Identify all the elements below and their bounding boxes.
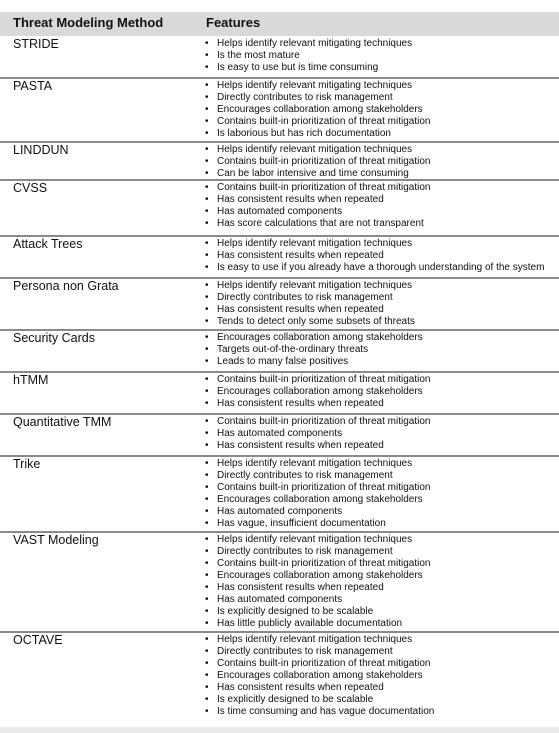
row-divider	[0, 141, 559, 143]
feature-item: • Has automated components	[205, 428, 430, 440]
feature-list	[205, 38, 412, 74]
row-divider	[0, 455, 559, 457]
feature-item: • Encourages collaboration among stakeholders	[205, 494, 430, 506]
feature-item: • Has automated components	[205, 594, 430, 606]
feature-item: • Contains built-in prioritization of threat mitigation	[205, 156, 430, 168]
feature-item: • Contains built-in prioritization of threat mitigation	[205, 374, 430, 386]
feature-item: • Has consistent results when repeated	[205, 194, 430, 206]
feature-item: • Has score calculations that are not transparent	[205, 218, 430, 230]
feature-item: • Encourages collaboration among stakeholders	[205, 570, 430, 582]
feature-item: • Helps identify relevant mitigation techniques	[205, 458, 430, 470]
feature-item: • Has vague, insufficient documentation	[205, 518, 430, 530]
method-name: CVSS	[13, 181, 48, 195]
method-name: Attack Trees	[13, 237, 83, 251]
row-divider	[0, 235, 559, 237]
feature-list	[205, 534, 430, 630]
feature-item: • Helps identify relevant mitigation techniques	[205, 634, 434, 646]
row-divider	[0, 77, 559, 79]
feature-item: • Has automated components	[205, 506, 430, 518]
feature-list	[205, 80, 430, 140]
row-divider	[0, 277, 559, 279]
feature-item: • Is laborious but has rich documentation	[205, 128, 430, 140]
feature-item: • Can be labor intensive and time consuming	[205, 168, 430, 180]
feature-item: • Contains built-in prioritization of threat mitigation	[205, 558, 430, 570]
method-name: Security Cards	[13, 331, 95, 345]
feature-item: • Helps identify relevant mitigation techniques	[205, 534, 430, 546]
feature-item: • Encourages collaboration among stakeholders	[205, 386, 430, 398]
method-name: LINDDUN	[13, 143, 69, 157]
method-name: Persona non Grata	[13, 279, 119, 293]
feature-item: • Helps identify relevant mitigation techniques	[205, 238, 544, 250]
feature-item: • Is easy to use if you already have a thorough understanding of the system	[205, 262, 544, 274]
row-divider	[0, 413, 559, 415]
feature-list	[205, 458, 430, 530]
method-name: hTMM	[13, 373, 49, 387]
feature-item: • Directly contributes to risk management	[205, 470, 430, 482]
feature-item: • Directly contributes to risk management	[205, 546, 430, 558]
feature-item: • Has automated components	[205, 206, 430, 218]
feature-item: • Has consistent results when repeated	[205, 304, 415, 316]
feature-item: • Contains built-in prioritization of threat mitigation	[205, 482, 430, 494]
feature-item: • Encourages collaboration among stakeholders	[205, 104, 430, 116]
feature-item: • Encourages collaboration among stakeholders	[205, 332, 423, 344]
method-name: Quantitative TMM	[13, 415, 112, 429]
row-divider	[0, 631, 559, 633]
row-divider	[0, 531, 559, 533]
feature-item: • Contains built-in prioritization of threat mitigation	[205, 416, 430, 428]
feature-item: • Is explicitly designed to be scalable	[205, 606, 430, 618]
feature-item: • Has consistent results when repeated	[205, 682, 434, 694]
feature-item: • Directly contributes to risk management	[205, 646, 434, 658]
feature-item: • Contains built-in prioritization of threat mitigation	[205, 182, 430, 194]
feature-item: • Directly contributes to risk management	[205, 92, 430, 104]
feature-list	[205, 634, 434, 718]
feature-list	[205, 238, 544, 274]
feature-item: • Tends to detect only some subsets of threats	[205, 316, 415, 328]
feature-list	[205, 182, 430, 230]
method-name: STRIDE	[13, 37, 59, 51]
row-divider	[0, 329, 559, 331]
feature-list	[205, 416, 430, 452]
header-features: Features	[206, 15, 261, 30]
feature-item: • Contains built-in prioritization of threat mitigation	[205, 116, 430, 128]
method-name: PASTA	[13, 79, 53, 93]
feature-list	[205, 144, 430, 180]
feature-item: • Helps identify relevant mitigating techniques	[205, 80, 430, 92]
feature-item: • Directly contributes to risk management	[205, 292, 415, 304]
feature-item: • Has consistent results when repeated	[205, 582, 430, 594]
feature-item: • Helps identify relevant mitigation techniques	[205, 280, 415, 292]
row-divider	[0, 371, 559, 373]
table-header	[0, 12, 559, 36]
feature-item: • Leads to many false positives	[205, 356, 423, 368]
feature-item: • Has little publicly available documentation	[205, 618, 430, 630]
method-name: OCTAVE	[13, 633, 63, 647]
feature-item: • Is time consuming and has vague documentation	[205, 706, 434, 718]
feature-item: • Contains built-in prioritization of threat mitigation	[205, 658, 434, 670]
row-divider	[0, 179, 559, 181]
feature-item: • Is easy to use but is time consuming	[205, 62, 412, 74]
feature-item: • Is the most mature	[205, 50, 412, 62]
feature-item: • Encourages collaboration among stakeholders	[205, 670, 434, 682]
feature-list	[205, 332, 423, 368]
feature-list	[205, 280, 415, 328]
feature-item: • Has consistent results when repeated	[205, 250, 544, 262]
method-name: Trike	[13, 457, 41, 471]
feature-item: • Targets out-of-the-ordinary threats	[205, 344, 423, 356]
feature-item: • Has consistent results when repeated	[205, 440, 430, 452]
feature-item: • Helps identify relevant mitigating techniques	[205, 38, 412, 50]
header-method: Threat Modeling Method	[13, 15, 164, 30]
table-footer-band	[0, 727, 559, 733]
feature-list	[205, 374, 430, 410]
feature-item: • Is explicitly designed to be scalable	[205, 694, 434, 706]
method-name: VAST Modeling	[13, 533, 99, 547]
feature-item: • Has consistent results when repeated	[205, 398, 430, 410]
feature-item: • Helps identify relevant mitigation techniques	[205, 144, 430, 156]
